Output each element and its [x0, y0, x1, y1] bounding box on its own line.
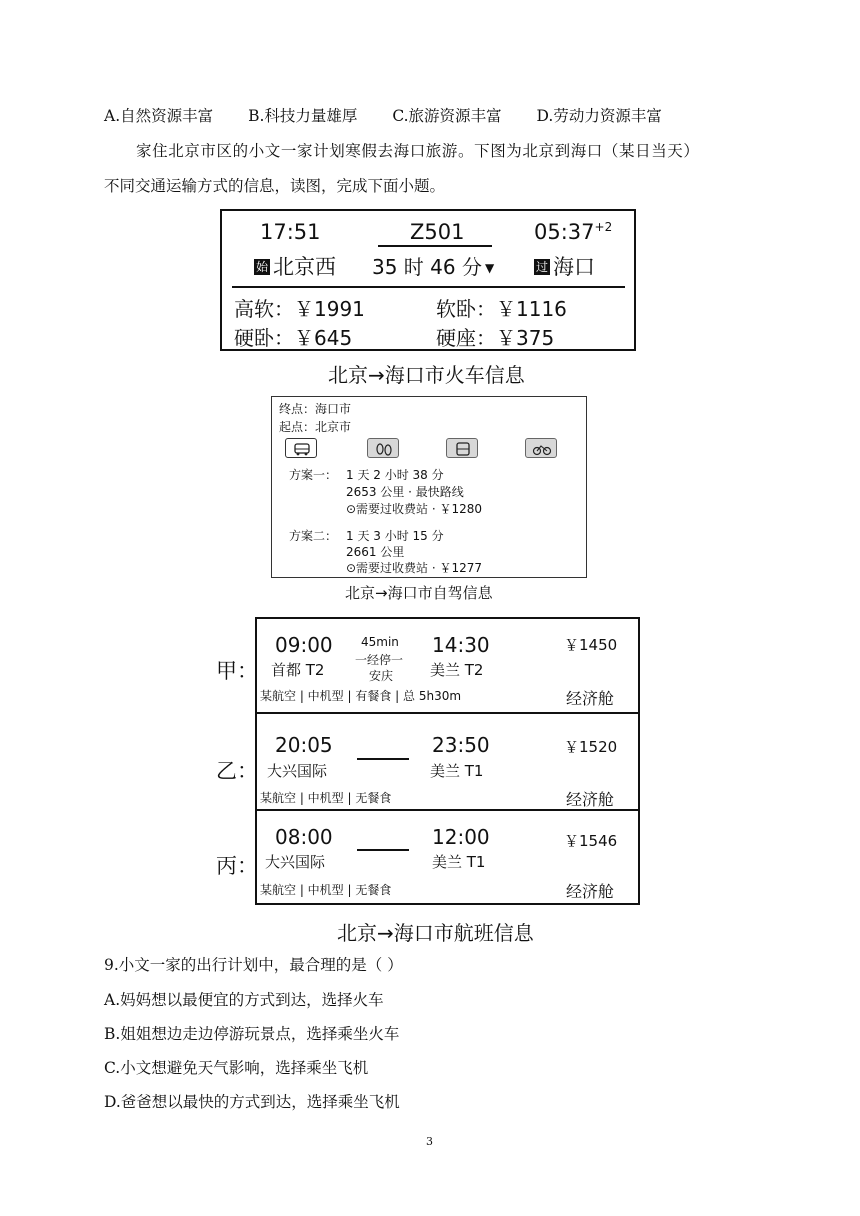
flight-a-dep-airport: 首都 T2: [271, 661, 325, 679]
question-option-b: B.姐姐想边走边停游玩景点，选择乘坐火车: [104, 1025, 400, 1043]
flight-a-info: 某航空 | 中机型 | 有餐食 | 总 5h30m: [260, 689, 462, 703]
flight-a-dep-time: 09:00: [275, 633, 333, 657]
intro-line-1: 家住北京市区的小文一家计划寒假去海口旅游。下图为北京到海口（某日当天）: [136, 142, 700, 160]
flight-a-arr-time: 14:30: [432, 633, 490, 657]
flight-c-direct-line: [357, 849, 409, 851]
train-duration[interactable]: 35 时 46 分 ▼: [372, 255, 495, 279]
drive-start-point: 起点：北京市: [279, 420, 352, 434]
flight-card-a[interactable]: [255, 617, 640, 714]
flight-c-info: 某航空 | 中机型 | 无餐食: [260, 883, 392, 897]
flight-a-stop-text: 一经停一: [355, 653, 404, 667]
train-depart-time: 17:51: [260, 220, 321, 244]
drive-caption: 北京→海口市自驾信息: [345, 584, 493, 602]
question-stem: 9.小文一家的出行计划中，最合理的是（ ）: [104, 956, 403, 974]
price-soft-sleeper: 软卧：￥1116: [436, 297, 567, 321]
train-arrive-time: $05:37^{+2}$: [534, 220, 613, 244]
plan-2-time: 1 天 3 小时 15 分: [346, 529, 444, 543]
train-number: Z501: [410, 220, 465, 244]
plan-1-toll: ⊙需要过收费站 · ￥1280: [346, 502, 483, 516]
flight-card-c[interactable]: [255, 809, 640, 905]
page-number: 3: [426, 1135, 433, 1148]
option-a: A.自然资源丰富: [104, 107, 214, 125]
flight-c-label: 丙：: [216, 854, 258, 878]
option-d: D.劳动力资源丰富: [536, 107, 662, 125]
flight-b-arr-time: 23:50: [432, 733, 490, 757]
train-info-panel: [220, 209, 636, 351]
flights-caption: 北京→海口市航班信息: [337, 921, 534, 945]
flight-b-direct-line: [357, 758, 409, 760]
intro-line-2: 不同交通运输方式的信息，读图，完成下面小题。: [104, 177, 446, 195]
chevron-down-icon: ▼: [484, 261, 495, 275]
plan-1-name: 方案一：: [289, 468, 338, 482]
train-origin: 始 北京西: [256, 255, 337, 279]
car-icon[interactable]: [285, 438, 317, 458]
plan-2-toll: ⊙需要过收费站 · ￥1277: [346, 561, 483, 575]
flight-card-b[interactable]: [255, 712, 640, 811]
flight-c-arr-airport: 美兰 T1: [432, 853, 486, 871]
plan-2-distance: 2661 公里: [346, 545, 405, 559]
plan-1-time: 1 天 2 小时 38 分: [346, 468, 444, 482]
drive-info-panel: [271, 396, 587, 578]
walk-icon[interactable]: [367, 438, 399, 458]
flight-b-info: 某航空 | 中机型 | 无餐食: [260, 791, 392, 805]
flight-b-label: 乙：: [216, 759, 258, 783]
flight-b-cabin: 经济舱: [566, 790, 615, 809]
flight-b-dep-time: 20:05: [275, 733, 333, 757]
bus-icon[interactable]: [446, 438, 478, 458]
train-destination: 过 海口: [536, 255, 596, 279]
flight-b-arr-airport: 美兰 T1: [430, 762, 484, 780]
train-caption: 北京→海口市火车信息: [328, 363, 525, 387]
flight-c-dep-airport: 大兴国际: [265, 853, 326, 871]
plan-2-name: 方案二：: [289, 529, 338, 543]
price-hard-sleeper: 硬卧：￥645: [234, 326, 353, 350]
flight-c-cabin: 经济舱: [566, 882, 615, 901]
start-tag-icon: 始: [256, 260, 269, 274]
flight-a-label: 甲：: [216, 659, 258, 683]
price-soft-deluxe: 高软：￥1991: [234, 297, 365, 321]
flight-a-stop-duration: 45min: [361, 635, 399, 649]
train-divider: [232, 286, 625, 288]
train-number-underline: [378, 245, 492, 247]
option-b: B.科技力量雄厚: [248, 107, 358, 125]
flight-c-dep-time: 08:00: [275, 825, 333, 849]
question-option-c: C.小文想避免天气影响，选择乘坐飞机: [104, 1059, 369, 1077]
flight-a-cabin: 经济舱: [566, 689, 615, 708]
question-option-d: D.爸爸想以最快的方式到达，选择乘坐飞机: [104, 1093, 400, 1111]
flight-a-arr-airport: 美兰 T2: [430, 661, 484, 679]
question-option-a: A.妈妈想以最便宜的方式到达，选择火车: [104, 991, 384, 1009]
plan-1-distance: 2653 公里 · 最快路线: [346, 485, 464, 499]
flight-b-price: ￥1520: [564, 738, 618, 756]
flight-a-price: ￥1450: [564, 636, 618, 654]
flight-a-stop-city: 安庆: [369, 669, 394, 683]
pass-tag-icon: 过: [536, 260, 549, 274]
drive-end-point: 终点：海口市: [279, 402, 352, 416]
option-c: C.旅游资源丰富: [392, 107, 502, 125]
price-hard-seat: 硬座：￥375: [436, 326, 555, 350]
flight-c-price: ￥1546: [564, 832, 618, 850]
flight-b-dep-airport: 大兴国际: [267, 762, 328, 780]
bike-icon[interactable]: [525, 438, 557, 458]
options-line: [104, 104, 692, 126]
flight-c-arr-time: 12:00: [432, 825, 490, 849]
